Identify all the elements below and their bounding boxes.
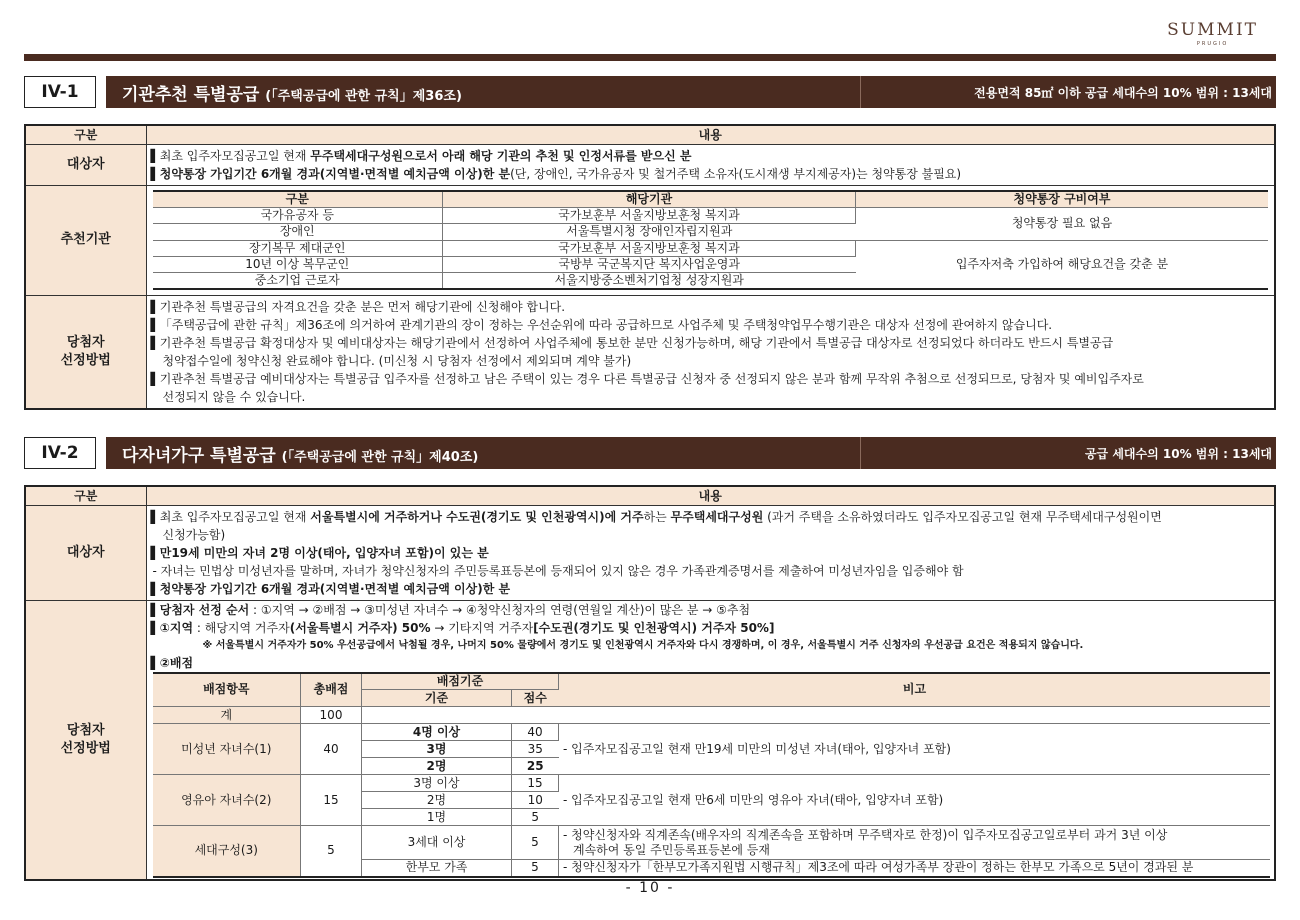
section-1-number: IV-1	[24, 76, 96, 108]
s2-target-line1f: 신청가능함)	[162, 527, 226, 542]
s1-selection-line: ▌기관추천 특별공급의 자격요건을 갖춘 분은 먼저 해당기관에 신청해야 합니다.	[150, 299, 566, 314]
score-header-criteria: 배점기준	[362, 673, 559, 690]
score-table	[153, 672, 1271, 878]
section-1-title-main: 기관추천 특별공급	[122, 84, 260, 105]
section-1-title-sub: (「주택공급에 관한 규칙」제36조)	[265, 88, 462, 104]
recommend-agency-table	[153, 190, 1269, 291]
s1-header-content: 내용	[146, 125, 1275, 144]
score-infant-standard: 3명 이상	[362, 775, 512, 792]
section-2-title	[106, 441, 860, 466]
score-infant-total: 15	[301, 775, 362, 826]
s1-target-line1a: ▌최초 입주자모집공고일 현재	[150, 148, 311, 163]
s1-selection-label-line1: 당첨자	[66, 334, 105, 350]
rec-row-type: 10년 이상 복무군인	[153, 256, 443, 272]
rec-row-agency: 서울특별시청 장애인자립지원과	[443, 224, 856, 240]
score-infant-note: - 입주자모집공고일 현재 만6세 미만의 영유아 자녀(태아, 입양자녀 포함)	[559, 775, 1271, 826]
score-infant-points: 5	[512, 809, 559, 826]
rec-row-agency: 서울지방중소벤처기업청 성장지원과	[443, 273, 856, 290]
s1-selection-line: 선정되지 않을 수 있습니다.	[162, 389, 306, 404]
score-header-note: 비고	[559, 673, 1271, 707]
logo-subtext: PRUGIO	[1196, 41, 1229, 47]
s2-selection-content	[146, 600, 1275, 880]
section-1-title-bar	[106, 76, 1276, 108]
section-1-supply-note: 전용면적 85㎡ 이하 공급 세대수의 10% 범위 : 13세대	[860, 76, 1276, 108]
s2-region-text3: → 기타지역 거주자	[430, 620, 534, 635]
s2-score-label: ▌②배점	[150, 655, 194, 670]
s2-order-label: ▌당첨자 선정 순서	[150, 602, 250, 617]
rec-row-type: 국가유공자 등	[153, 207, 443, 223]
score-infant-label: 영유아 자녀수(2)	[153, 775, 301, 826]
section-2-title-sub: (「주택공급에 관한 규칙」제40조)	[281, 449, 479, 465]
score-header-points: 점수	[512, 690, 559, 707]
rec-row-type: 장애인	[153, 224, 443, 240]
section-1-header	[24, 76, 1276, 108]
s2-region-text1: : 해당지역 거주자	[193, 620, 290, 635]
score-infant-standard: 1명	[362, 809, 512, 826]
score-household-note1	[559, 826, 1271, 860]
score-infant-points: 10	[512, 792, 559, 809]
s2-target-content	[146, 505, 1275, 600]
s1-recommend-content	[146, 185, 1275, 295]
score-minor-total: 40	[301, 724, 362, 775]
s2-target-line3: - 자녀는 민법상 미성년자를 말하며, 자녀가 청약신청자의 주민등록표등본에 등재되어 있지 않은 경우 가족관계증명서를 제출하여 미성년자임을 입증해야 함	[152, 563, 964, 578]
s2-target-line1a: ▌최초 입주자모집공고일 현재	[150, 509, 311, 524]
top-divider	[24, 54, 1276, 61]
score-minor-standard: 2명	[362, 758, 512, 775]
s1-selection-line: ▌「주택공급에 관한 규칙」제36조에 의거하여 관계기관의 장이 정하는 우선순위에 따라 공급하므로 사업주체 및 주택청약업무수행기관은 대상자 선정에 관여하지 않습니다.	[150, 317, 1053, 332]
s2-order-text: : ①지역 → ②배점 → ③미성년 자녀수 → ④청약신청자의 연령(연월일 계산)이 많은 분 → ⑤추첨	[249, 602, 751, 617]
s1-selection-content	[146, 295, 1275, 409]
s2-region-text2: (서울특별시 거주자) 50%	[289, 620, 431, 635]
section-2-number: IV-2	[24, 437, 96, 469]
s2-target-line1d: 무주택세대구성원	[670, 509, 764, 524]
rec-row-type: 장기복무 제대군인	[153, 240, 443, 256]
section-2-title-bar	[106, 437, 1276, 469]
score-sum-value: 100	[301, 707, 362, 724]
s2-region-text4: [수도권(경기도 및 인천광역시) 거주자 50%]	[533, 620, 775, 635]
score-minor-points: 35	[512, 741, 559, 758]
rec-header-gubun: 구분	[153, 191, 443, 208]
score-household-note2: - 청약신청자가「한부모가족지원법 시행규칙」제3조에 따라 여성가족부 장관이 정하는 한부모 가족으로 5년이 경과된 분	[559, 860, 1271, 877]
s2-selection-label	[25, 600, 146, 880]
s2-target-line1b: 서울특별시에 거주하거나 수도권(경기도 및 인천광역시)에 거주	[310, 509, 644, 524]
s1-target-line1b: 무주택세대구성원으로서 아래 해당 기관의 추천 및 인정서류를 받으신 분	[310, 148, 692, 163]
page-number: - 10 -	[625, 880, 675, 896]
score-header-standard: 기준	[362, 690, 512, 707]
score-minor-note: - 입주자모집공고일 현재 만19세 미만의 미성년 자녀(태아, 입양자녀 포함)	[559, 724, 1271, 775]
score-header-total: 총배점	[301, 673, 362, 707]
score-minor-label: 미성년 자녀수(1)	[153, 724, 301, 775]
score-minor-standard: 4명 이상	[362, 724, 512, 741]
rec-row-type: 중소기업 근로자	[153, 273, 443, 290]
s1-selection-label	[25, 295, 146, 409]
s2-region-label: ▌①지역	[150, 620, 194, 635]
rec-header-bankbook: 청약통장 구비여부	[856, 191, 1269, 208]
score-infant-points: 15	[512, 775, 559, 792]
s2-selection-label-line1: 당첨자	[66, 722, 105, 738]
s2-header-content: 내용	[146, 486, 1275, 505]
score-household-note1a: - 청약신청자와 직계존속(배우자의 직계존속을 포함하며 무주택자로 한정)이 입주자모집공고일로부터 과거 3년 이상	[563, 827, 1168, 842]
section-1-title	[106, 80, 860, 105]
rec-row-agency: 국방부 국군복지단 복지사업운영과	[443, 256, 856, 272]
score-minor-points: 40	[512, 724, 559, 741]
score-household-points: 5	[512, 860, 559, 877]
score-minor-standard: 3명	[362, 741, 512, 758]
s2-target-label: 대상자	[25, 505, 146, 600]
section-2-supply-note: 공급 세대수의 10% 범위 : 13세대	[860, 437, 1276, 469]
score-household-standard: 한부모 가족	[362, 860, 512, 877]
logo-text: SUMMIT	[1167, 20, 1258, 40]
score-household-total: 5	[301, 826, 362, 877]
brand-logo	[1167, 20, 1258, 47]
s2-target-line4: ▌청약통장 가입기간 6개월 경과(지역별·면적별 예치금액 이상)한 분	[150, 581, 511, 596]
s1-selection-line: ▌기관추천 특별공급 확정대상자 및 예비대상자는 해당기관에서 선정하여 사업주체에 통보한 분만 신청가능하며, 해당 기관에서 특별공급 대상자로 선정되었다 하더라도 반드시 특별공급	[150, 335, 1114, 350]
s2-header-gubun: 구분	[25, 486, 146, 505]
s1-selection-line: ▌기관추천 특별공급 예비대상자는 특별공급 입주자를 선정하고 남은 주택이 있는 경우 다른 특별공급 신청자 중 선정되지 않은 분과 함께 무작위 추첨으로 선정되므로, 당첨자 및 예비입주자로	[150, 371, 1144, 386]
score-sum-label: 계	[153, 707, 301, 724]
s1-target-label: 대상자	[25, 144, 146, 185]
score-minor-points: 25	[512, 758, 559, 775]
s1-header-gubun: 구분	[25, 125, 146, 144]
rec-bankbook-none: 청약통장 필요 없음	[856, 207, 1269, 240]
s2-target-line1e: (과거 주택을 소유하였더라도 입주자모집공고일 현재 무주택세대구성원이면	[763, 509, 1162, 524]
rec-bankbook-required: 입주자저축 가입하여 해당요건을 갖춘 분	[856, 240, 1269, 289]
s1-recommend-label: 추천기관	[25, 185, 146, 295]
score-header-item: 배점항목	[153, 673, 301, 707]
rec-row-agency: 국가보훈부 서울지방보훈청 복지과	[443, 240, 856, 256]
rec-row-agency: 국가보훈부 서울지방보훈청 복지과	[443, 207, 856, 223]
s2-region-note: ※ 서울특별시 거주자가 50% 우선공급에서 낙첨될 경우, 나머지 50% 물량에서 경기도 및 인천광역시 거주자와 다시 경쟁하며, 이 경우, 서울특별시 거주 신청자의 우선공급 요건은 적용되지 않습니다.	[202, 639, 1084, 651]
s2-target-line2: ▌만19세 미만의 자녀 2명 이상(태아, 입양자녀 포함)이 있는 분	[150, 545, 489, 560]
s1-selection-label-line2: 선정방법	[60, 352, 111, 368]
score-sum-blank	[362, 707, 1271, 724]
rec-header-agency: 해당기관	[443, 191, 856, 208]
section-2-table	[24, 485, 1276, 881]
section-2-title-main: 다자녀가구 특별공급	[122, 445, 276, 466]
section-2-header	[24, 437, 1276, 469]
score-household-standard: 3세대 이상	[362, 826, 512, 860]
s2-target-line1c: 하는	[643, 509, 671, 524]
section-1-table	[24, 124, 1276, 410]
score-household-note1b: 계속하여 동일 주민등록표등본에 등재	[573, 842, 770, 857]
s1-selection-line: 청약접수일에 청약신청 완료해야 합니다. (미신청 시 당첨자 선정에서 제외되며 계약 불가)	[162, 353, 632, 368]
s1-target-line2b: (단, 장애인, 국가유공자 및 철거주택 소유자(도시재생 부지제공자)는 청약통장 불필요)	[510, 166, 962, 181]
score-household-label: 세대구성(3)	[153, 826, 301, 877]
score-household-points: 5	[512, 826, 559, 860]
s1-target-line2a: ▌청약통장 가입기간 6개월 경과(지역별·면적별 예치금액 이상)한 분	[150, 166, 511, 181]
s1-target-content	[146, 144, 1275, 185]
score-infant-standard: 2명	[362, 792, 512, 809]
s2-selection-label-line2: 선정방법	[60, 740, 111, 756]
